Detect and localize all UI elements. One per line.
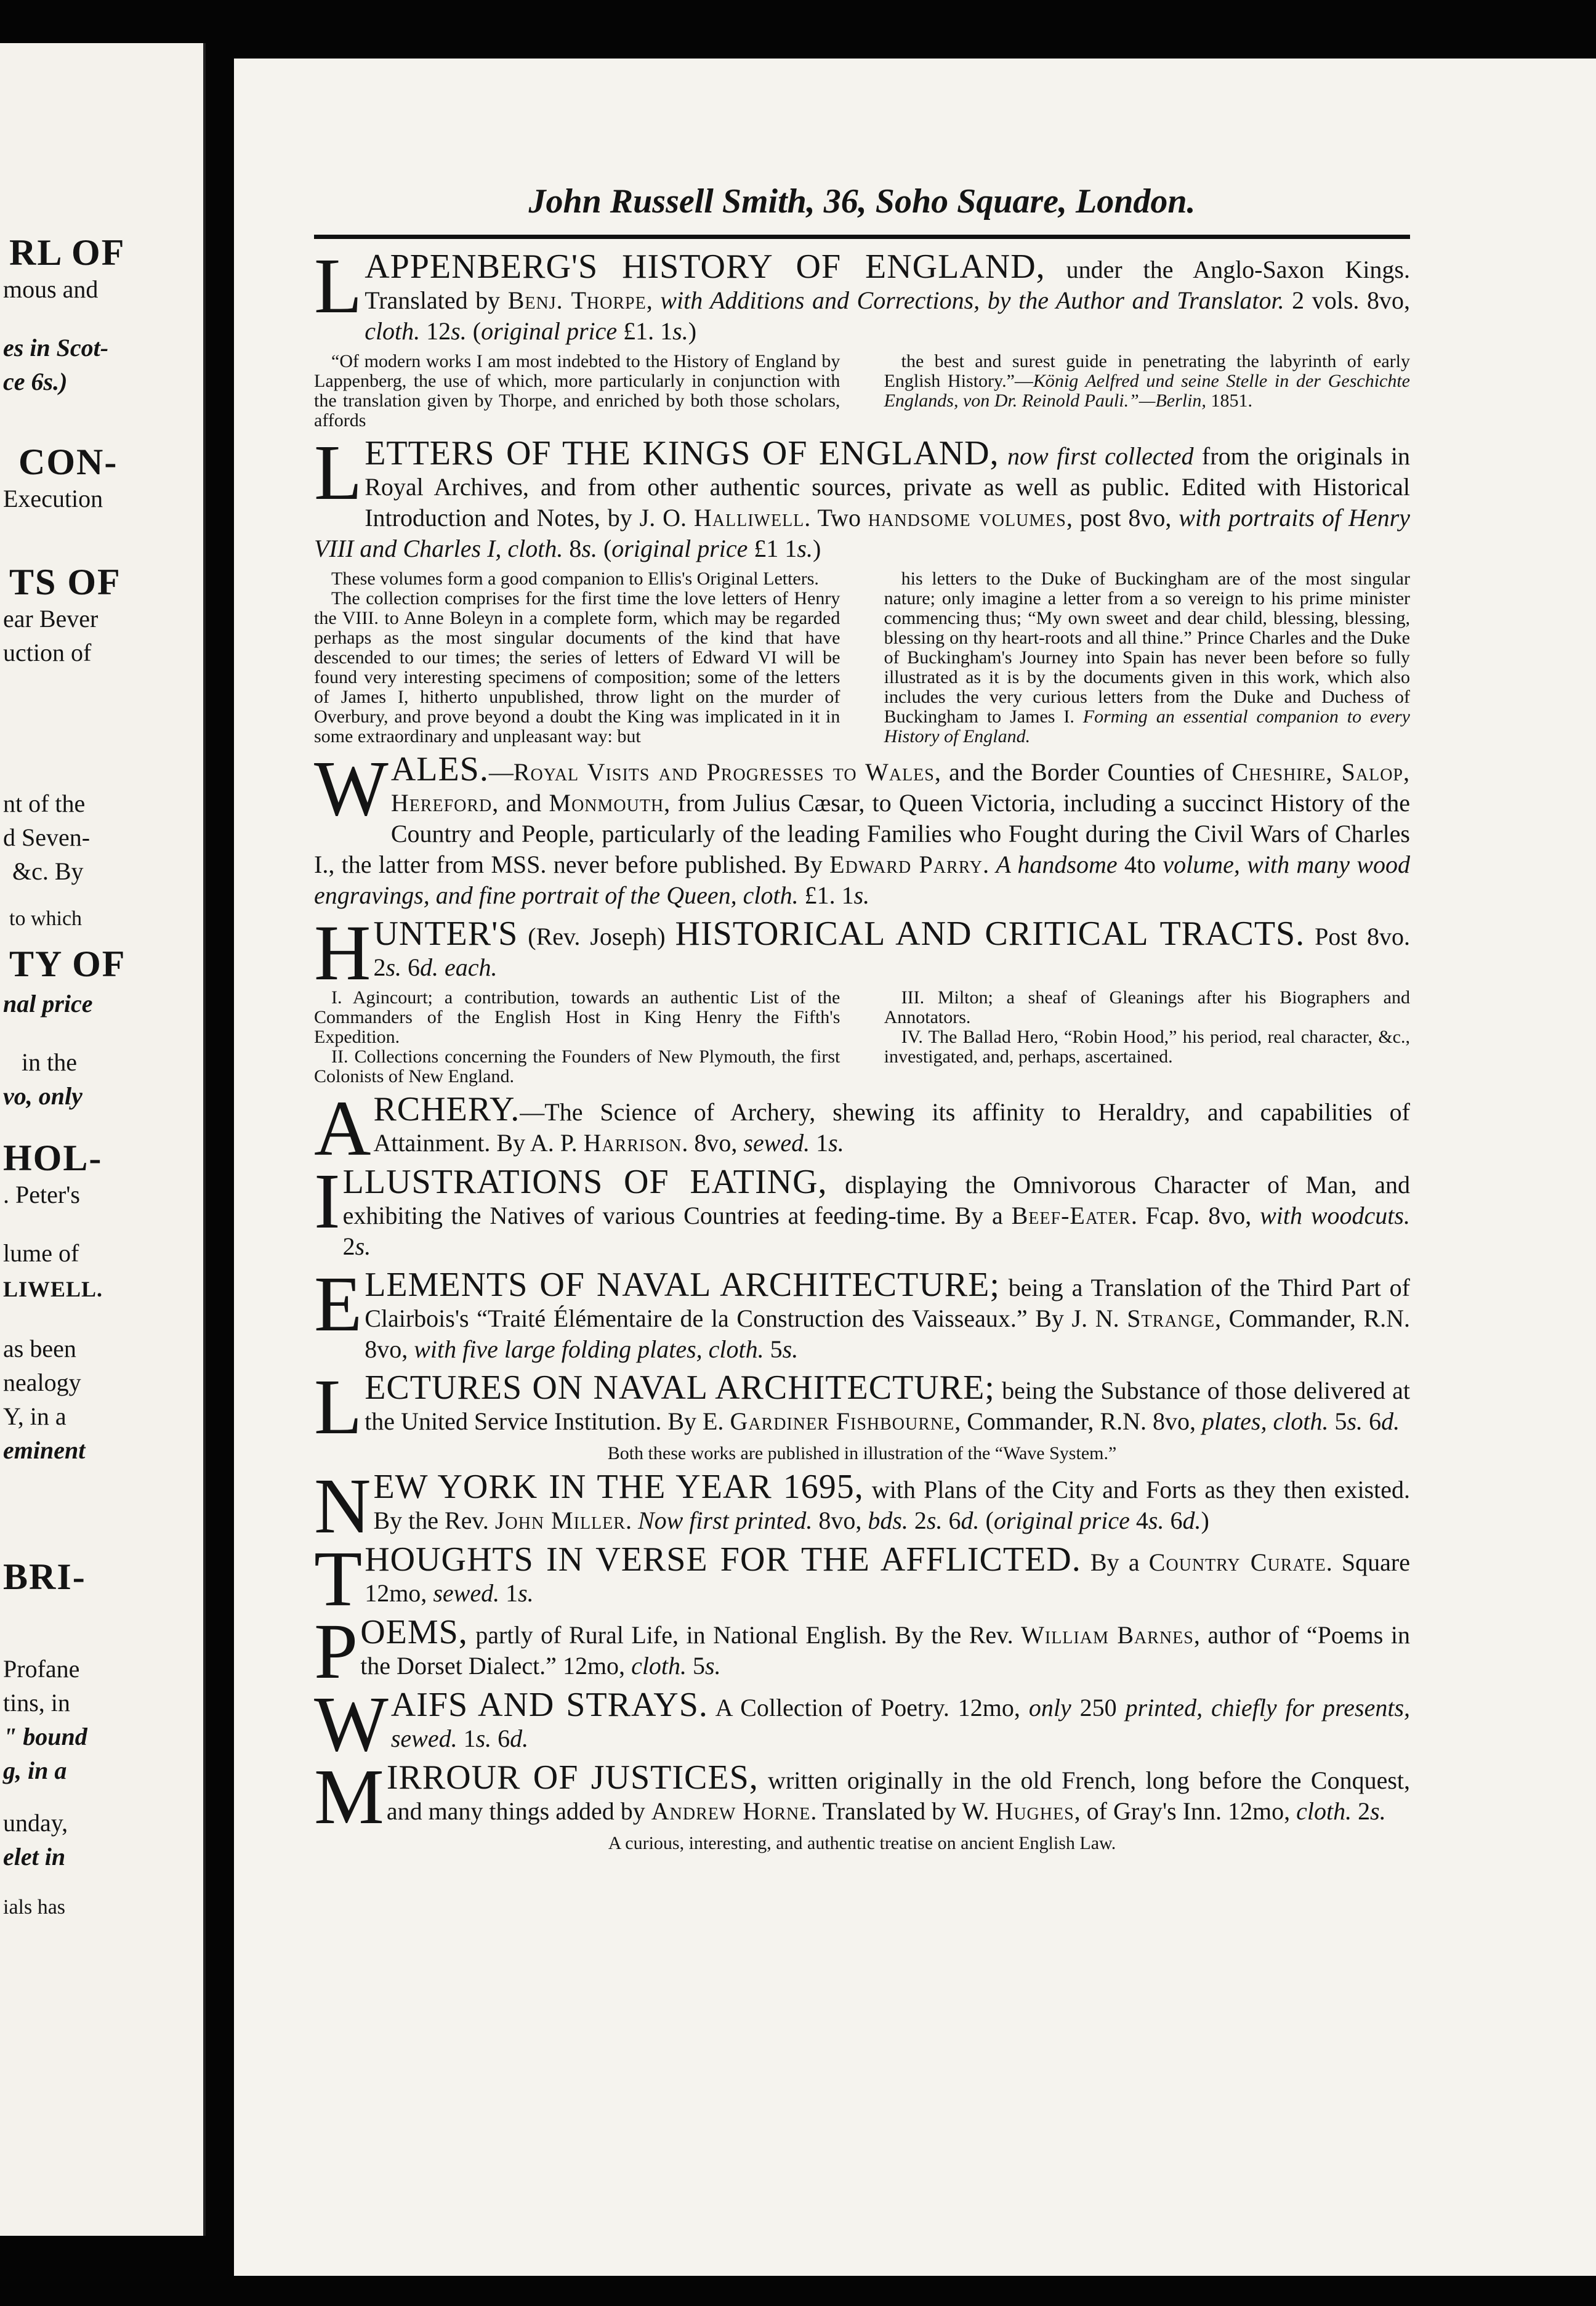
left-page-text-fragment: BRI- <box>3 1556 86 1597</box>
entry-description <box>314 1462 1410 1550</box>
left-page-text-fragment: RL OF <box>9 232 126 273</box>
left-page-text-fragment: ce 6s.) <box>3 368 68 395</box>
left-page-text-fragment: d Seven- <box>3 823 91 851</box>
drop-capital: P <box>314 1608 358 1695</box>
left-page-text-fragment: elet in <box>3 1843 66 1871</box>
book-entry <box>314 1363 1410 1464</box>
drop-capital: L <box>314 1363 363 1450</box>
entry-footnote: Both these works are published in illustration of the “Wave System.” <box>607 1443 1117 1463</box>
book-entry <box>314 1157 1410 1262</box>
left-page-text-fragment: HOL- <box>3 1138 103 1178</box>
book-entry <box>314 1462 1410 1550</box>
left-page-text-fragment: tins, in <box>3 1689 70 1717</box>
entry-description <box>314 1535 1411 1622</box>
entry-notes-column: III. Milton; a sheaf of Gleanings after his Biographers and Annotators. IV. The Ballad Hero, “Robin Hood,” his period, real character, &c., investigated, and, perhaps, ascertained. <box>884 987 1410 1067</box>
left-page-text-fragment: as been <box>3 1335 76 1362</box>
book-entry <box>314 1535 1411 1622</box>
left-page-text-fragment: lume of <box>3 1239 79 1267</box>
drop-capital: N <box>314 1462 371 1550</box>
drop-capital: L <box>314 429 363 516</box>
left-facing-page-fragment <box>0 43 206 2236</box>
left-page-text-fragment: &c. By <box>12 857 84 885</box>
left-page-text-fragment: in the <box>22 1048 77 1076</box>
left-page-text-fragment: uction of <box>3 639 92 666</box>
left-page-text-fragment: nal price <box>3 990 93 1017</box>
entry-title-and-details: APPENBERG'S HISTORY OF ENGLAND, under the Anglo-Saxon Kings. Translated by Benj. Thorpe, with Additions and Corrections, by the Author and Translator. 2 vols. 8vo, cloth. 12s. (original price £1. 1s.) <box>365 248 1411 345</box>
left-page-text-fragment: es in Scot- <box>3 334 109 362</box>
left-page-text-fragment: " bound <box>3 1723 87 1750</box>
entry-title-and-details: RCHERY.—The Science of Archery, shewing its affinity to Heraldry, and capabilities of Attainment. By A. P. Harrison. 8vo, sewed. 1s. <box>373 1090 1410 1157</box>
drop-capital: H <box>314 909 371 997</box>
entry-title-and-details: LEMENTS OF NAVAL ARCHITECTURE; being a Translation of the Third Part of Clairbois's “Traité Élémentaire de la Construction des Vaisseaux.” By J. N. Strange, Commander, R.N. 8vo, with five large folding plates, cloth. 5s. <box>365 1266 1411 1363</box>
book-entry <box>314 745 1411 911</box>
entry-description <box>314 1085 1410 1172</box>
entry-description <box>314 1363 1410 1450</box>
entry-description <box>314 1753 1410 1840</box>
drop-capital: A <box>314 1085 371 1172</box>
left-page-text-fragment: TY OF <box>9 944 126 984</box>
book-entry <box>314 1260 1411 1365</box>
entry-notes-column: I. Agincourt; a contribution, towards an authentic List of the Commanders of the English Host in King Henry the Fifth's Expedition. II. Collections concerning the Founders of New Plymouth, the first Colonists of New England. <box>314 987 840 1086</box>
entry-title-and-details: HOUGHTS IN VERSE FOR THE AFFLICTED. By a Country Curate. Square 12mo, sewed. 1s. <box>365 1540 1411 1607</box>
left-page-text-fragment: Profane <box>3 1655 80 1683</box>
entry-title-and-details: LLUSTRATIONS OF EATING, displaying the Omnivorous Character of Man, and exhibiting the Natives of various Countries at feeding-time. By a Beef-Eater. Fcap. 8vo, with woodcuts. 2s. <box>342 1163 1410 1260</box>
entry-notes-two-column <box>314 569 1410 746</box>
left-page-text-fragment: unday, <box>3 1809 68 1837</box>
entry-notes-column: the best and surest guide in penetrating the labyrinth of early English History.”—König Aelfred und seine Stelle in der Geschichte Englands, von Dr. Reinold Pauli.”—Berlin, 1851. <box>884 351 1410 411</box>
drop-capital: T <box>314 1535 363 1622</box>
book-entry <box>314 909 1410 1086</box>
entry-description <box>314 1680 1411 1768</box>
entry-description <box>314 242 1411 347</box>
entry-description <box>314 1157 1410 1262</box>
book-entry <box>314 1608 1410 1695</box>
left-page-text-fragment: vo, only <box>3 1082 83 1110</box>
drop-capital: I <box>314 1157 341 1245</box>
left-page-text-fragment: TS OF <box>9 562 121 602</box>
entry-notes-column: his letters to the Duke of Buckingham are of the most singular nature; only imagine a letter from a so vereign to his prime minister commencing thus; “My own sweet and dear child, blessing, blessing, blessing on thy heart-roots and all thine.” Prince Charles and the Duke of Buckingham's Journey into Spain has never been before so fully illustrated as it is by the documents given in this work, which also includes the very curious letters from the Duke and Duchess of Buckingham to James I. Forming an essential companion to every History of England. <box>884 568 1410 746</box>
entry-description <box>314 429 1411 564</box>
entry-title-and-details: UNTER'S (Rev. Joseph) HISTORICAL AND CRITICAL TRACTS. Post 8vo. 2s. 6d. each. <box>373 915 1410 981</box>
entry-notes-two-column <box>314 352 1410 431</box>
book-entry <box>314 242 1411 431</box>
left-page-text-fragment: ear Bever <box>3 605 99 633</box>
entry-notes-two-column <box>314 988 1410 1086</box>
book-entry <box>314 429 1411 746</box>
entry-description <box>314 745 1411 911</box>
catalogue-page <box>234 59 1596 2276</box>
left-page-text-fragment: to which <box>9 907 83 930</box>
left-page-text-fragment: mous and <box>3 275 99 303</box>
left-page-text-fragment: g, in a <box>3 1757 67 1784</box>
entry-title-and-details: ETTERS OF THE KINGS OF ENGLAND, now first collected from the originals in Royal Archives, and from other authentic sources, private as well as public. Edited with Historical Introduction and Notes, by J. O. Halliwell. Two handsome volumes, post 8vo, with portraits of Henry VIII and Charles I, cloth. 8s. (original price £1 1s.) <box>314 434 1411 562</box>
left-page-text-fragment: LIWELL. <box>3 1277 103 1301</box>
entry-title-and-details: OEMS, partly of Rural Life, in National English. By the Rev. William Barnes, author of “Poems in the Dorset Dialect.” 12mo, cloth. 5s. <box>360 1613 1410 1680</box>
entry-title-and-details: ALES.—Royal Visits and Progresses to Wales, and the Border Counties of Cheshire, Salop, Hereford, and Monmouth, from Julius Cæsar, to Queen Victoria, including a succinct History of the Country and People, particularly of the leading Families who Fought during the Civil Wars of Charles I., the latter from MSS. never before published. By Edward Parry. A handsome 4to volume, with many wood engravings, and fine portrait of the Queen, cloth. £1. 1s. <box>314 750 1411 909</box>
left-page-text-fragment: Execution <box>3 485 103 512</box>
drop-capital: W <box>314 1680 389 1768</box>
entry-title-and-details: ECTURES ON NAVAL ARCHITECTURE; being the Substance of those delivered at the United Service Institution. By E. Gardiner Fishbourne, Commander, R.N. 8vo, plates, cloth. 5s. 6d. <box>365 1369 1410 1435</box>
entry-notes-column: “Of modern works I am most indebted to the History of England by Lappenberg, the use of which, more particularly in conjunction with the translation given by Thorpe, and enriched by both those scholars, affords <box>314 351 840 431</box>
left-page-text-fragment: Y, in a <box>3 1402 66 1430</box>
entry-description <box>314 1608 1410 1695</box>
left-page-text-fragment: eminent <box>3 1436 86 1464</box>
left-page-text-fragment: nealogy <box>3 1369 81 1396</box>
entry-title-and-details: IRROUR OF JUSTICES, written originally in the old French, long before the Conquest, and many things added by Andrew Horne. Translated by W. Hughes, of Gray's Inn. 12mo, cloth. 2s. <box>386 1758 1410 1825</box>
drop-capital: M <box>314 1753 384 1840</box>
entry-title-and-details: AIFS AND STRAYS. A Collection of Poetry. 12mo, only 250 printed, chiefly for presents, sewed. 1s. 6d. <box>390 1686 1411 1752</box>
left-page-text-fragment: nt of the <box>3 790 86 817</box>
book-entry <box>314 1680 1411 1768</box>
book-entry <box>314 1085 1410 1172</box>
entry-title-and-details: EW YORK IN THE YEAR 1695, with Plans of the City and Forts as they then existed. By the Rev. John Miller. Now first printed. 8vo, bds. 2s. 6d. (original price 4s. 6d.) <box>373 1468 1410 1534</box>
book-entries <box>314 242 1411 1854</box>
drop-capital: W <box>314 745 389 832</box>
running-head: John Russell Smith, 36, Soho Square, London. <box>314 182 1410 239</box>
entry-notes-column: These volumes form a good companion to Ellis's Original Letters. The collection comprises for the first time the love letters of Henry the VIII. to Anne Boleyn in a complete form, which may be regarded perhaps as the most singular documents of the kind that have descended to our times; the series of letters of Edward VI will be found very interesting specimens of composition; some of the letters of James I, hitherto unpublished, throw light on the murder of Overbury, and prove beyond a doubt the King was implicated in it in some extraordinary and unpleasant way: but <box>314 568 840 746</box>
page-content <box>314 182 1410 1854</box>
entry-description <box>314 1260 1411 1365</box>
entry-description <box>314 909 1410 997</box>
left-page-text-fragment: ials has <box>3 1896 66 1919</box>
drop-capital: E <box>314 1260 363 1348</box>
book-entry <box>314 1753 1410 1854</box>
left-page-text-fragment: CON- <box>18 442 118 482</box>
entry-footnote: A curious, interesting, and authentic treatise on ancient English Law. <box>608 1833 1116 1853</box>
drop-capital: L <box>314 242 363 330</box>
left-page-text-fragment: . Peter's <box>3 1181 80 1208</box>
